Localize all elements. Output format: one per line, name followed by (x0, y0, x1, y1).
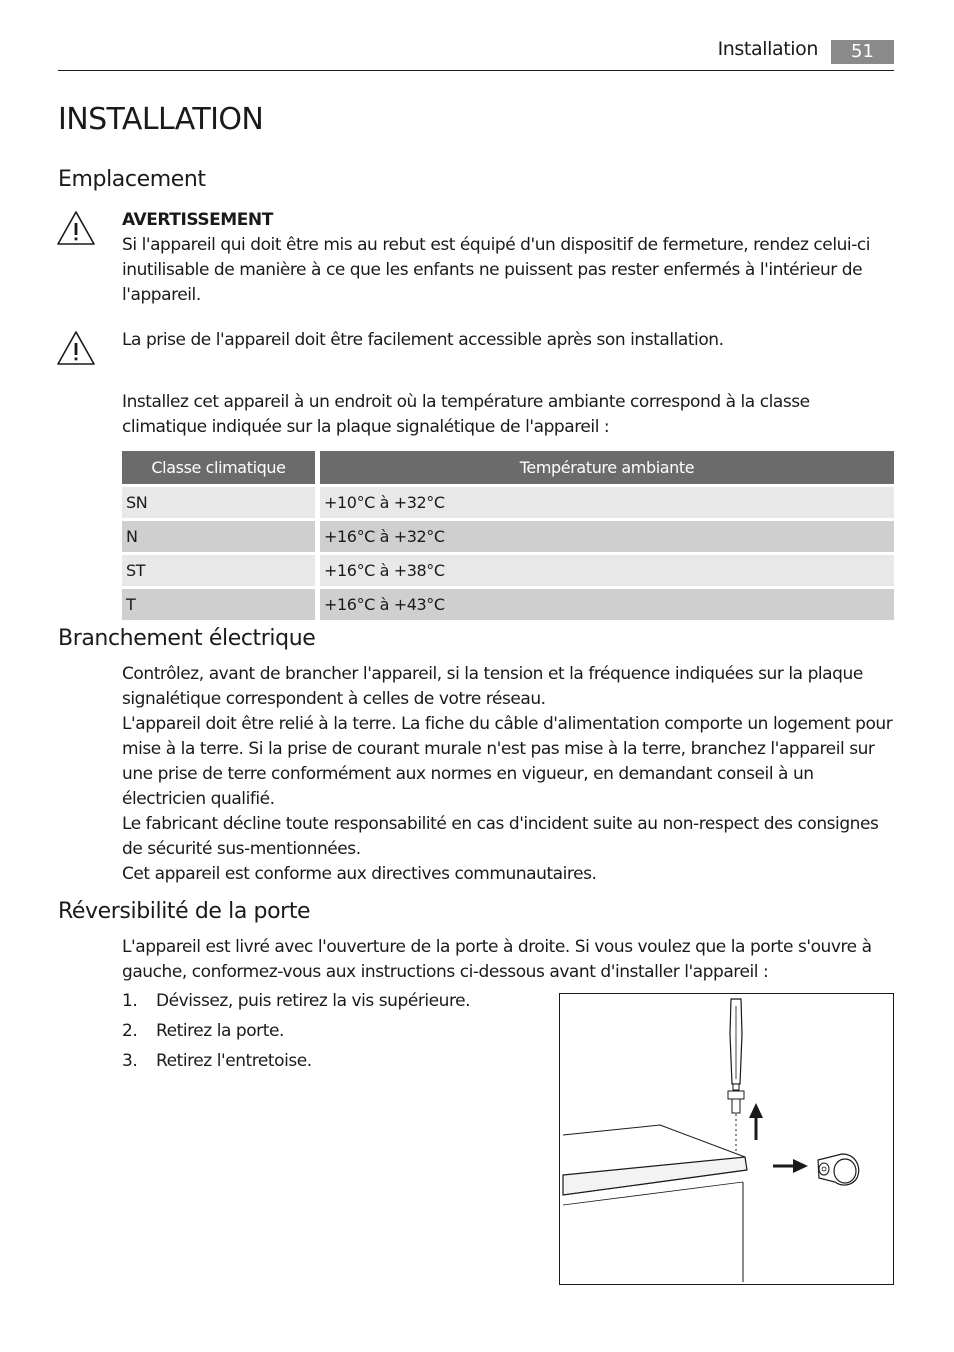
climate-class-table (122, 448, 894, 623)
climate-intro: Installez cet appareil à un endroit où la température ambiante correspond à la classe climatique indiquée sur la plaque signalétique de l'appareil : (122, 392, 810, 437)
step-text: Retirez la porte. (156, 1021, 284, 1041)
table-row (122, 521, 894, 552)
table-header-cell: Température ambiante (315, 451, 894, 484)
screwdriver-diagram (560, 994, 893, 1284)
branchement-para: L'appareil doit être relié à la terre. La fiche du câble d'alimentation comporte un logement pour mise à la terre. Si la prise de courant murale n'est pas mise à la terre, branchez l'appareil sur une prise de terre conformément aux normes en vigueur, en demandant conseil à un électricien qualifié. (122, 714, 893, 809)
branchement-para: Contrôlez, avant de brancher l'appareil, si la tension et la fréquence indiquées sur la plaque signalétique correspondent à celles de votre réseau. (122, 664, 863, 709)
table-cell: +10°C à +32°C (315, 487, 894, 518)
table-cell: T (122, 589, 315, 620)
step-number: 2. (122, 1021, 138, 1041)
steps-list (122, 989, 470, 1079)
branchement-para: Cet appareil est conforme aux directives communautaires. (122, 864, 597, 884)
table-cell: ST (122, 555, 315, 586)
step-number: 3. (122, 1051, 138, 1071)
table-cell: N (122, 521, 315, 552)
list-item (122, 989, 470, 1019)
warning-title: AVERTISSEMENT (122, 210, 273, 230)
table-cell: +16°C à +38°C (315, 555, 894, 586)
warning-triangle-icon (56, 210, 96, 246)
header-rule (58, 70, 894, 71)
list-item (122, 1019, 470, 1049)
table-header-cell: Classe climatique (122, 451, 315, 484)
table-header-row (122, 451, 894, 484)
list-item (122, 1049, 470, 1079)
heading-reversibilite: Réversibilité de la porte (58, 899, 311, 924)
table-row (122, 589, 894, 620)
page-title: INSTALLATION (58, 102, 264, 137)
page-number: 51 (831, 40, 894, 64)
step-text: Retirez l'entretoise. (156, 1051, 312, 1071)
warning-triangle-icon (56, 330, 96, 366)
warning-text-disposal: Si l'appareil qui doit être mis au rebut est équipé d'un dispositif de fermeture, rendez celui-ci inutilisable de manière à ce que les enfants ne puissent pas rester enfermés à l'intérieur de l'appareil. (122, 235, 871, 305)
warning-text-plug: La prise de l'appareil doit être facilement accessible après son installation. (122, 330, 724, 350)
step-text: Dévissez, puis retirez la vis supérieure. (156, 991, 471, 1011)
running-header-label: Installation (717, 38, 818, 60)
heading-branchement: Branchement électrique (58, 626, 316, 651)
heading-emplacement: Emplacement (58, 167, 206, 192)
step-number: 1. (122, 991, 138, 1011)
table-row (122, 487, 894, 518)
table-cell: +16°C à +32°C (315, 521, 894, 552)
table-row (122, 555, 894, 586)
branchement-para: Le fabricant décline toute responsabilité en cas d'incident suite au non-respect des consignes de sécurité sus-mentionnées. (122, 814, 879, 859)
table-cell: +16°C à +43°C (315, 589, 894, 620)
door-removal-illustration (559, 993, 894, 1285)
reversibilite-intro: L'appareil est livré avec l'ouverture de la porte à droite. Si vous voulez que la porte s'ouvre à gauche, conformez-vous aux instructions ci-dessous avant d'installer l'appareil : (122, 937, 872, 982)
table-cell: SN (122, 487, 315, 518)
